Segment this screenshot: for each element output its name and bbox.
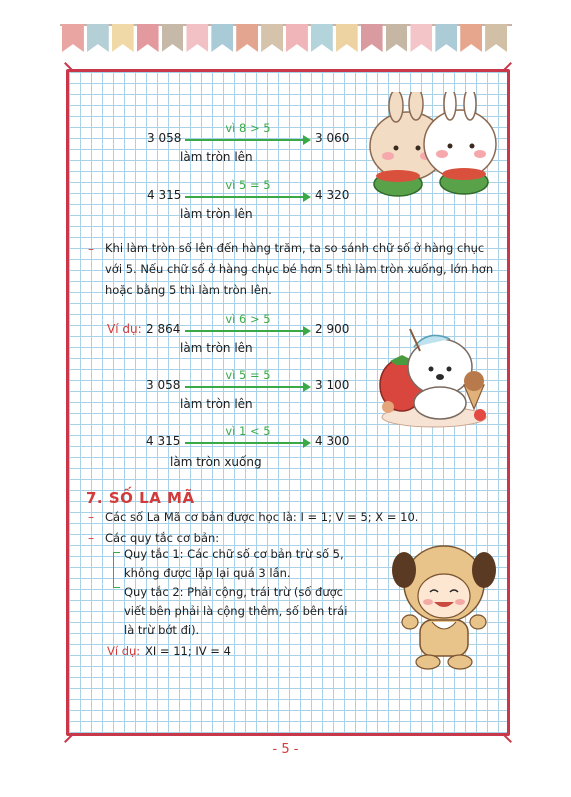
- child-puppy-costume-illustration: [390, 540, 496, 672]
- rule-paragraph: [105, 238, 525, 301]
- puppy-strawberry-illustration: [376, 325, 496, 430]
- bunting-flag: [311, 24, 333, 52]
- bunting-decoration: [62, 24, 510, 54]
- condition-label: vì 5 = 5: [225, 178, 271, 192]
- number-from: 4 315: [147, 188, 182, 202]
- rule-2-line: Quy tắc 2: Phải cộng, trái trừ (số được: [124, 585, 343, 599]
- rounding-caption: làm tròn lên: [180, 150, 253, 164]
- arrow-line: [185, 330, 305, 332]
- bunting-flag: [386, 24, 408, 52]
- bunting-flag: [261, 24, 283, 52]
- bunting-flag: [435, 24, 457, 52]
- condition-label: vì 1 < 5: [225, 424, 271, 438]
- rounding-caption: làm tròn xuống: [170, 455, 262, 469]
- bunting-flag: [87, 24, 109, 52]
- rule-1-line: không được lặp lại quá 3 lần.: [124, 566, 291, 580]
- arrow-head-icon: [303, 382, 311, 392]
- frame-corner: [64, 62, 74, 72]
- rounding-caption: làm tròn lên: [180, 341, 253, 355]
- bunting-flag: [162, 24, 184, 52]
- arrow-line: [185, 139, 305, 141]
- bunting-flag: [112, 24, 134, 52]
- bunting-flag: [186, 24, 208, 52]
- bunting-flag: [361, 24, 383, 52]
- bunting-flag: [410, 24, 432, 52]
- rule-line: hoặc bằng 5 thì làm tròn lên.: [105, 283, 272, 297]
- rounding-arrow: [185, 121, 311, 144]
- bunting-flag: [286, 24, 308, 52]
- example-label: Ví dụ:: [107, 644, 141, 658]
- rounding-arrow: [185, 424, 311, 447]
- condition-label: vì 5 = 5: [225, 368, 271, 382]
- rule-2-line: viết bên phải là cộng thêm, số bên trái: [124, 604, 348, 618]
- bullet-dash: –: [88, 531, 94, 545]
- rule-2-line: là trừ bớt đi).: [124, 623, 200, 637]
- number-from: 3 058: [146, 378, 181, 392]
- page-number: - 5 -: [272, 742, 299, 757]
- arrow-head-icon: [303, 135, 311, 145]
- number-from: 3 058: [147, 131, 182, 145]
- condition-label: vì 6 > 5: [225, 312, 271, 326]
- frame-corner: [502, 62, 512, 72]
- bunnies-eating-illustration: [360, 92, 506, 204]
- bullet-dash: –: [88, 510, 94, 524]
- arrow-line: [185, 442, 305, 444]
- number-to: 3 100: [315, 378, 350, 392]
- rounding-arrow: [185, 368, 311, 391]
- section-heading: 7. SỐ LA MÃ: [86, 489, 195, 507]
- bunting-flag: [137, 24, 159, 52]
- condition-label: vì 8 > 5: [225, 121, 271, 135]
- bunting-flag: [62, 24, 84, 52]
- bunting-flag: [211, 24, 233, 52]
- rule-line: Khi làm tròn số lên đến hàng trăm, ta so sánh chữ số ở hàng chục: [105, 241, 485, 255]
- number-to: 4 320: [315, 188, 350, 202]
- rounding-arrow: [185, 178, 311, 201]
- rounding-arrow: [185, 312, 311, 335]
- number-from: 2 864: [146, 322, 181, 336]
- rules-bracket: [113, 552, 120, 588]
- arrow-head-icon: [303, 326, 311, 336]
- rules-intro-text: Các quy tắc cơ bản:: [105, 531, 220, 545]
- number-from: 4 315: [146, 434, 181, 448]
- rounding-caption: làm tròn lên: [180, 207, 253, 221]
- example-label: Ví dụ:: [107, 322, 142, 336]
- basic-numerals-text: Các số La Mã cơ bản được học là: I = 1; V = 5; X = 10.: [105, 510, 419, 524]
- arrow-head-icon: [303, 438, 311, 448]
- bunting-flag: [236, 24, 258, 52]
- bullet-dash: –: [88, 242, 94, 256]
- rounding-caption: làm tròn lên: [180, 397, 253, 411]
- rule-line: với 5. Nếu chữ số ở hàng chục bé hơn 5 thì làm tròn xuống, lớn hơn: [105, 262, 494, 276]
- number-to: 3 060: [315, 131, 350, 145]
- arrow-line: [185, 196, 305, 198]
- bunting-flag: [460, 24, 482, 52]
- number-to: 2 900: [315, 322, 350, 336]
- roman-example-text: XI = 11; IV = 4: [145, 644, 231, 658]
- number-to: 4 300: [315, 434, 350, 448]
- arrow-line: [185, 386, 305, 388]
- rule-1-line: Quy tắc 1: Các chữ số cơ bản trừ số 5,: [124, 547, 344, 561]
- bunting-flag: [336, 24, 358, 52]
- bunting-flag: [485, 24, 507, 52]
- arrow-head-icon: [303, 192, 311, 202]
